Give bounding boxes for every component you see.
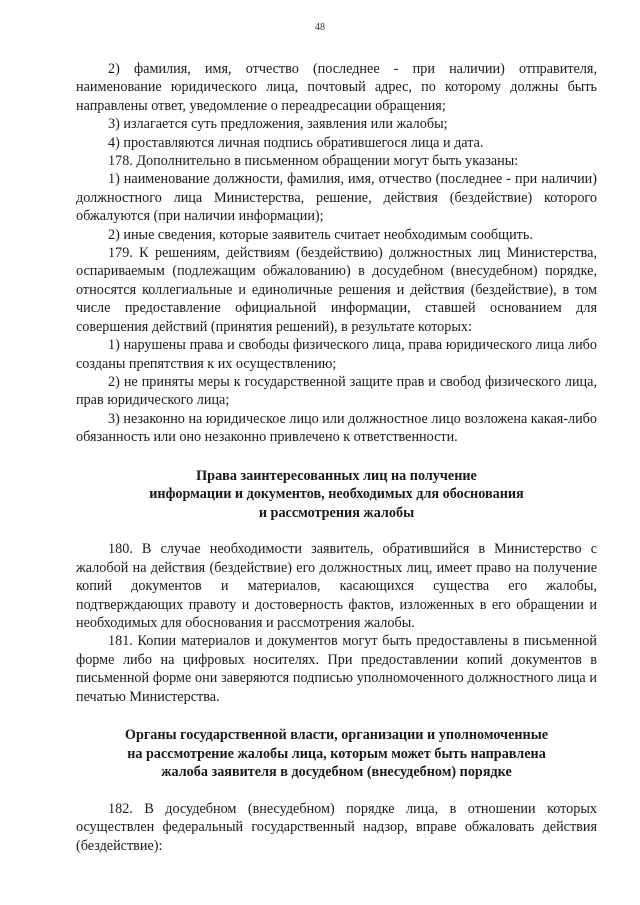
section-heading-authorities-line-2: на рассмотрение жалобы лица, которым может быть направлена: [127, 745, 546, 762]
section-heading-rights-line-2: информации и документов, необходимых для обоснования: [149, 486, 524, 503]
page-number: 48: [315, 22, 325, 33]
paragraph-180: 180. В случае необходимости заявитель, обратившийся в Министерство с жалобой на действия (бездействие) его должностных лиц, имеет право на получение копий документов и материалов, касающихся существа его жалобы, подтверждающих правоту и достоверность фактов, изложенных в его обращении и необходимых для обоснования и рассмотрения жалобы.: [76, 541, 597, 631]
spacer: [76, 782, 597, 800]
section-heading-rights-line-3: и рассмотрения жалобы: [258, 504, 415, 521]
paragraph-178: 178. Дополнительно в письменном обращении могут быть указаны:: [108, 153, 519, 170]
spacer: [76, 706, 597, 726]
paragraph-179-item-3: 3) незаконно на юридическое лицо или должностное лицо возложена какая-либо обязанность или оно незаконно привлечено к ответственности.: [76, 410, 597, 446]
paragraph-178-item-2: 2) иные сведения, которые заявитель считает необходимым сообщить.: [108, 226, 533, 243]
paragraph-182: 182. В досудебном (внесудебном) порядке лица, в отношении которых осуществлен федеральный государственный надзор, вправе обжаловать действия (бездействие):: [76, 800, 597, 854]
section-heading-authorities-line-1: Органы государственной власти, организации и уполномоченные: [124, 726, 549, 743]
spacer: [76, 522, 597, 540]
section-heading-authorities-line-3: жалоба заявителя в досудебном (внесудебном) порядке: [161, 764, 512, 781]
section-heading-rights-line-1: Права заинтересованных лиц на получение: [196, 467, 477, 484]
paragraph-181: 181. Копии материалов и документов могут быть предоставлены в письменной форме либо на цифровых носителях. При предоставлении копий документов в письменной форме они заверяются подписью уполномоченного должностного лица и печатью Министерства.: [76, 633, 597, 705]
document-body: [76, 60, 597, 855]
paragraph-item-2-sender-name: 2) фамилия, имя, отчество (последнее - при наличии) отправителя, наименование юридического лица, почтовый адрес, по которому должны быть направлены ответ, уведомление о переадресации обращения;: [76, 61, 597, 114]
paragraph-179-item-1: 1) нарушены права и свободы физического лица, права юридического лица либо созданы препятствия к их осуществлению;: [76, 337, 597, 372]
paragraph-item-3-essence: 3) излагается суть предложения, заявления или жалобы;: [108, 116, 448, 133]
spacer: [76, 447, 597, 467]
paragraph-item-4-signature: 4) проставляются личная подпись обратившегося лица и дата.: [108, 134, 484, 151]
paragraph-179: 179. К решениям, действиям (бездействию) должностных лиц Министерства, оспариваемым (подлежащим обжалованию) в досудебном (внесудебном) порядке, относятся коллегиальные и единоличные решения и действия (бездействие), в том числе предоставление официальной информации, ставшей основанием для совершения действий (принятия решений), в результате которых:: [76, 245, 597, 335]
paragraph-179-item-2: 2) не приняты меры к государственной защите прав и свобод физического лица, прав юридического лица;: [76, 373, 597, 409]
paragraph-178-item-1: 1) наименование должности, фамилия, имя, отчество (последнее - при наличии) должностного лица Министерства, решение, действия (бездействие) которого обжалуются (при наличии информации);: [76, 171, 597, 225]
